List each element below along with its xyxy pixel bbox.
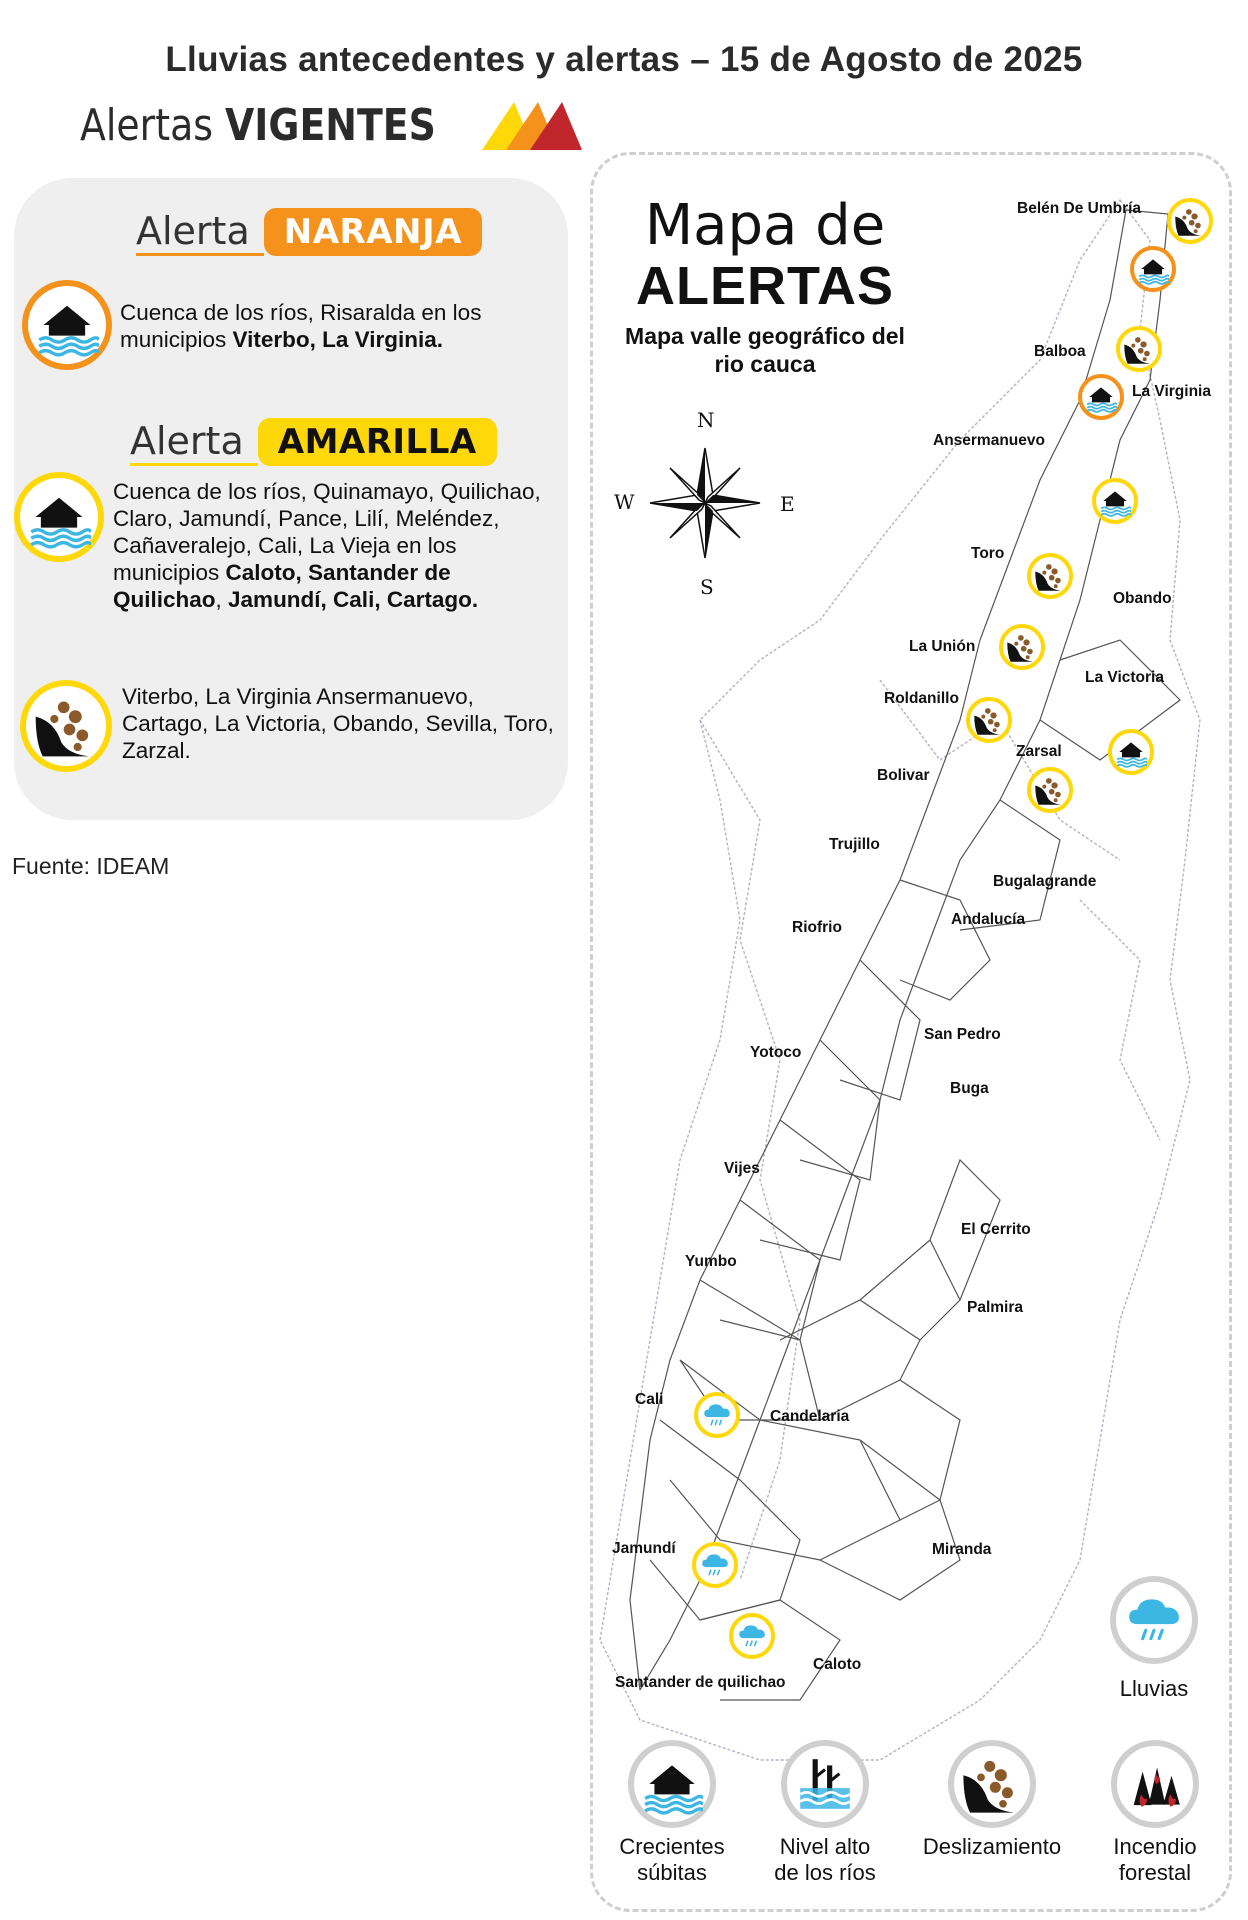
place-label: Cali [635, 1391, 664, 1408]
legend-deslizamiento-label: Deslizamiento [922, 1834, 1062, 1859]
map-title-line2: ALERTAS [636, 256, 894, 316]
alertas-prefix: Alertas [80, 99, 213, 151]
legend-incendio [1096, 1740, 1214, 1886]
compass-s: S [700, 575, 714, 599]
flood-house-icon [1085, 381, 1117, 413]
landslide-icon [1122, 332, 1156, 366]
place-label: Bugalagrande [993, 873, 1097, 890]
rain-cloud-icon [736, 1620, 768, 1652]
flood-house-icon [1099, 485, 1131, 517]
landslide-icon [1005, 630, 1039, 664]
legend-lluvias [1104, 1576, 1204, 1702]
landslide-icon [1033, 559, 1067, 593]
legend-incendio-label-1: Incendio [1113, 1834, 1197, 1859]
legend-nivel-badge [781, 1740, 869, 1828]
legend-incendio-badge [1111, 1740, 1199, 1828]
legend-lluvias-label: Lluvias [1119, 1676, 1189, 1701]
place-label: Toro [971, 545, 1005, 562]
legend-crecientes [604, 1740, 740, 1886]
place-label: Buga [950, 1080, 989, 1097]
compass-e: E [780, 492, 795, 516]
place-label: Yotoco [750, 1044, 802, 1061]
map-marker-rain[interactable] [692, 1542, 738, 1588]
map-title-line1: Mapa de [644, 193, 886, 258]
place-label: Riofrio [792, 919, 842, 936]
flood-house-icon [1115, 736, 1147, 768]
place-label: Candelaria [770, 1408, 850, 1425]
rain-cloud-icon [1123, 1589, 1185, 1651]
legend-nivel-alto [760, 1740, 890, 1886]
map-marker-landslide[interactable] [966, 697, 1012, 743]
legend-crecientes-badge [628, 1740, 716, 1828]
place-label: Ansermanuevo [933, 432, 1045, 449]
legend-incendio-label-2: forestal [1118, 1860, 1192, 1885]
rain-cloud-icon [699, 1549, 731, 1581]
amarilla-flood-municipios-1: Caloto, Santander de Quilichao [113, 560, 451, 612]
map-marker-rain[interactable] [729, 1613, 775, 1659]
legend-deslizamiento-badge [948, 1740, 1036, 1828]
place-label: Jamundí [612, 1540, 676, 1557]
naranja-pill: NARANJA [264, 208, 482, 256]
map-marker-flood[interactable] [1078, 374, 1124, 420]
amarilla-flood-municipios-2: Jamundí, Cali, Cartago. [228, 587, 479, 612]
map-marker-landslide[interactable] [1027, 553, 1073, 599]
landslide-icon [959, 1751, 1025, 1817]
forest-fire-icon [1124, 1753, 1186, 1815]
place-label: Vijes [724, 1160, 760, 1177]
amarilla-flood-sep: , [215, 587, 229, 612]
legend-nivel-label-2: de los ríos [774, 1860, 876, 1885]
landslide-icon [972, 703, 1006, 737]
map-marker-landslide[interactable] [999, 624, 1045, 670]
legend-nivel-label-1: Nivel alto [779, 1834, 871, 1859]
naranja-text: Cuenca de los ríos, Risaralda en los municipios [120, 300, 482, 352]
compass-rose-icon [610, 408, 800, 598]
place-label: San Pedro [924, 1026, 1001, 1043]
amarilla-flood-text: Cuenca de los ríos, Quinamayo, Quilichao, Claro, Jamundí, Pance, Lilí, Meléndez, Cañaveralejo, Cali, La Vieja en los municipios [113, 479, 541, 585]
legend-lluvias-badge [1110, 1576, 1198, 1664]
map-marker-landslide[interactable] [1167, 198, 1213, 244]
amarilla-landslide-description: Viterbo, La Virginia Ansermanuevo, Cartago, La Victoria, Obando, Sevilla, Toro, Zarzal. [122, 684, 554, 763]
flood-house-icon [641, 1753, 703, 1815]
place-label: Miranda [932, 1541, 992, 1558]
place-label: Zarsal [1016, 743, 1062, 760]
place-label: Palmira [967, 1299, 1024, 1316]
flood-house-icon [1137, 253, 1169, 285]
source-note: Fuente: IDEAM [12, 853, 170, 879]
compass-w: W [614, 490, 635, 514]
amarilla-pill: AMARILLA [258, 418, 497, 466]
map-subtitle: Mapa valle geográfico del rio cauca [625, 323, 905, 377]
legend-deslizamiento [912, 1740, 1072, 1860]
landslide-icon [1033, 773, 1067, 807]
map-marker-flood[interactable] [1130, 246, 1176, 292]
rain-cloud-icon [701, 1399, 733, 1431]
place-label: Caloto [813, 1656, 862, 1673]
legend-crecientes-label-2: súbitas [637, 1860, 707, 1885]
alerta-word: Alerta [130, 419, 258, 466]
map-marker-landslide[interactable] [1027, 767, 1073, 813]
place-label: La Virginia [1132, 383, 1211, 400]
landslide-icon [1173, 204, 1207, 238]
place-label: La Victoria [1085, 669, 1164, 686]
place-label: Andalucía [951, 911, 1026, 928]
map-marker-rain[interactable] [694, 1392, 740, 1438]
place-label: El Cerrito [961, 1221, 1031, 1238]
page-title: Lluvias antecedentes y alertas – 15 de Agosto de 2025 [165, 40, 1083, 79]
place-label: Belén De Umbría [1017, 200, 1142, 217]
place-label: Yumbo [685, 1253, 737, 1270]
place-label: Trujillo [829, 836, 880, 853]
place-label: Bolivar [877, 767, 930, 784]
naranja-municipios: Viterbo, La Virginia. [232, 327, 444, 352]
map-marker-landslide[interactable] [1116, 326, 1162, 372]
place-label: Obando [1113, 590, 1172, 607]
alerta-word: Alerta [136, 209, 264, 256]
river-level-icon [794, 1753, 856, 1815]
place-label: La Unión [909, 638, 976, 655]
place-label: Santander de quilichao [615, 1674, 786, 1691]
map-marker-flood[interactable] [1108, 729, 1154, 775]
map-marker-flood[interactable] [1092, 478, 1138, 524]
place-label: Roldanillo [884, 690, 959, 707]
alertas-strong: VIGENTES [225, 99, 436, 151]
compass-n: N [697, 408, 715, 432]
map-title-block [620, 193, 910, 378]
legend-crecientes-label-1: Crecientes [619, 1834, 725, 1859]
place-label: Balboa [1034, 343, 1086, 360]
